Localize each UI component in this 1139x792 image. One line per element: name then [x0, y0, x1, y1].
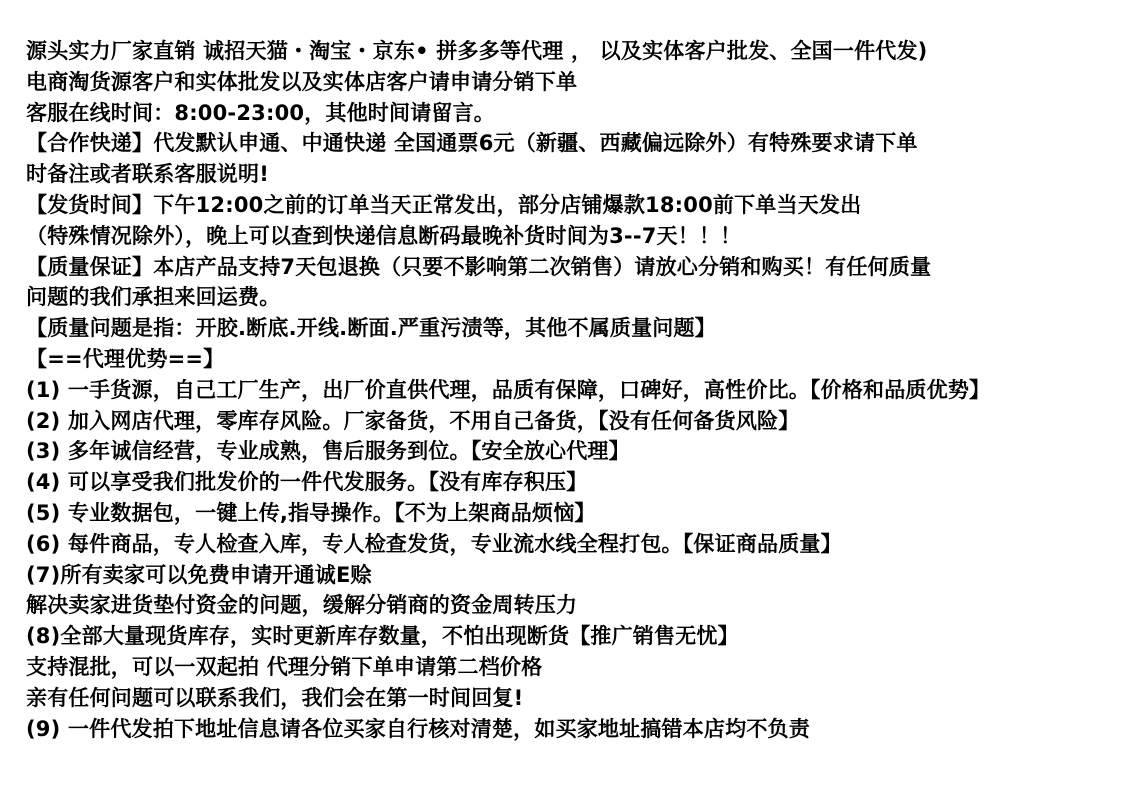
text-line: (2) 加入网店代理，零库存风险。厂家备货，不用自己备货，【没有任何备货风险】 [26, 408, 800, 433]
text-line: 【==代理优势==】 [26, 346, 225, 371]
text-line: (5) 专业数据包，一键上传,指导操作。【不为上架商品烦恼】 [26, 500, 596, 525]
text-line: (3) 多年诚信经营，专业成熟，售后服务到位。【安全放心代理】 [26, 439, 630, 464]
text-line: 电商淘货源客户和实体批发以及实体店客户请申请分销下单 [26, 69, 578, 94]
text-line: (9) 一件代发拍下地址信息请各位买家自行核对清楚，如买家地址搞错本店均不负责 [26, 716, 810, 741]
text-line: (6) 每件商品，专人检查入库，专人检查发货，专业流水线全程打包。【保证商品质量】 [26, 531, 842, 556]
text-line: 客服在线时间：8:00-23:00，其他时间请留言。 [26, 100, 495, 125]
text-line: (4) 可以享受我们批发价的一件代发服务。【没有库存积压】 [26, 470, 588, 495]
text-line: 亲有任何问题可以联系我们，我们会在第一时间回复! [26, 685, 524, 710]
text-line: 支持混批，可以一双起拍 代理分销下单申请第二档价格 [26, 654, 543, 679]
text-line: 解决卖家进货垫付资金的问题，缓解分销商的资金周转压力 [26, 593, 578, 618]
text-line: 【质量保证】本店产品支持7天包退换（只要不影响第二次销售）请放心分销和购买！有任何质量 [26, 254, 932, 279]
text-line: 【合作快递】代发默认申通、中通快递 全国通票6元（新疆、西藏偏远除外）有特殊要求请下单 [26, 131, 918, 156]
text-line: 【质量问题是指：开胶.断底.开线.断面.严重污渍等，其他不属质量问题】 [26, 316, 716, 341]
text-line: 【发货时间】下午12:00之前的订单当天正常发出，部分店铺爆款18:00前下单当天发出 [26, 192, 862, 217]
text-line: 时备注或者联系客服说明! [26, 162, 269, 187]
text-line: 源头实力厂家直销 诚招天猫・淘宝・京东• 拼多多等代理 ， 以及实体客户批发、全国一件代发) [26, 39, 928, 63]
document-body [26, 36, 1131, 744]
text-line: (8)全部大量现货库存，实时更新库存数量，不怕出现断货【推广销售无忧】 [26, 624, 739, 649]
text-line: （特殊情况除外），晚上可以查到快递信息断码最晚补货时间为3--7天！！！ [26, 223, 742, 248]
text-line: (7)所有卖家可以免费申请开通诚E赊 [26, 562, 372, 587]
text-line: 问题的我们承担来回运费。 [26, 285, 281, 310]
text-line: (1) 一手货源，自己工厂生产，出厂价直供代理，品质有保障，口碑好，高性价比。【价格和品质优势】 [26, 377, 991, 402]
